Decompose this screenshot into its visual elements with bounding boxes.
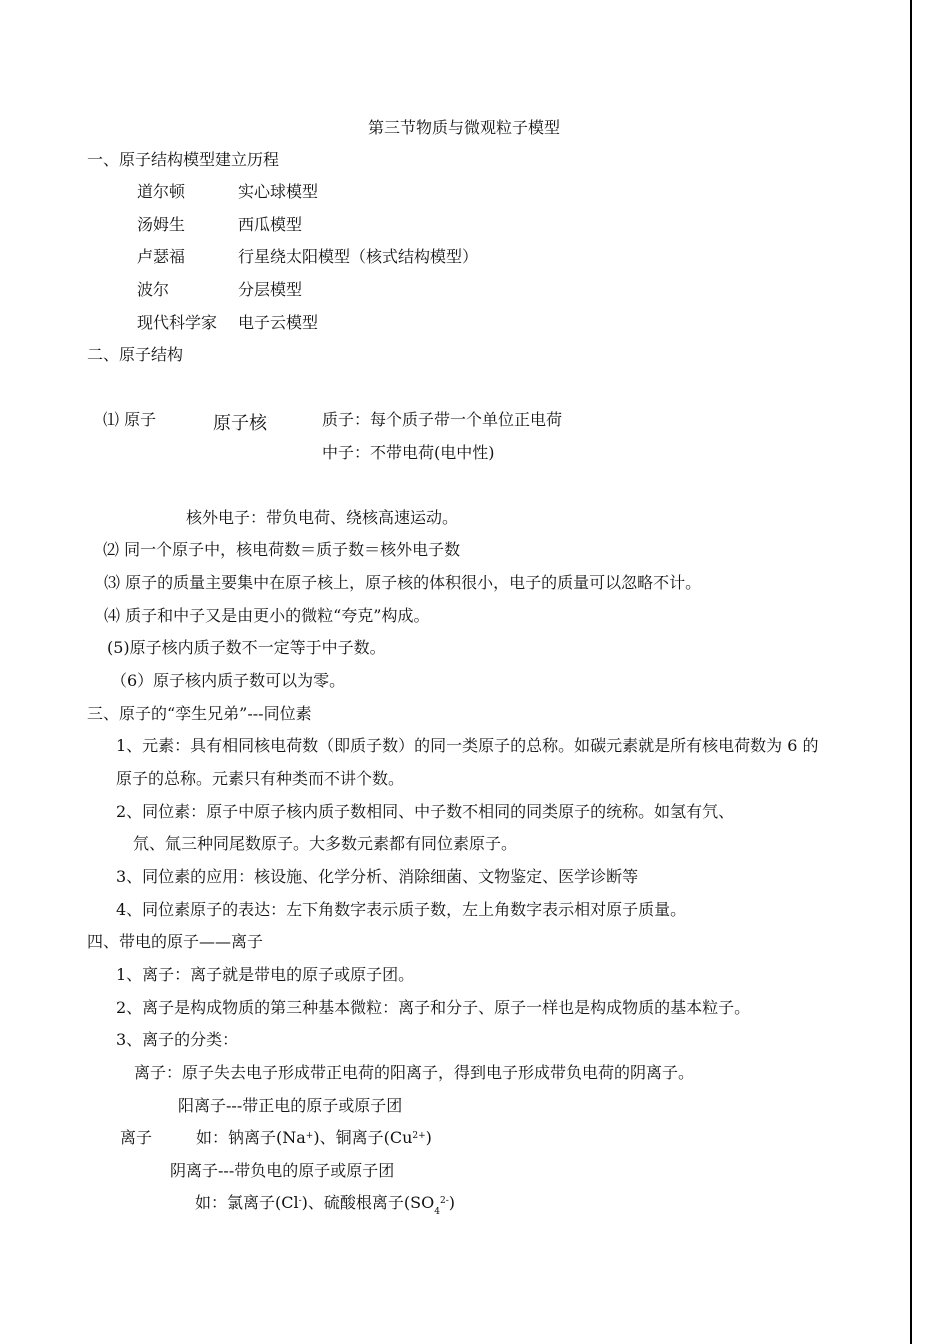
chloride-charge: - xyxy=(298,1196,302,1206)
section1-heading: 一、原子结构模型建立历程 xyxy=(87,150,280,169)
scientist-name: 现代科学家 xyxy=(137,313,218,332)
cation-example-text: 如：钠离子(Na xyxy=(196,1128,306,1147)
model-name: 行星绕太阳模型（核式结构模型） xyxy=(238,247,479,266)
scientist-name: 道尔顿 xyxy=(137,182,186,201)
model-name: 西瓜模型 xyxy=(238,215,303,234)
page-right-border xyxy=(910,0,912,1344)
atom-point: ⑵ 同一个原子中，核电荷数＝质子数＝核外电子数 xyxy=(103,540,461,559)
sulfate-charge: 2- xyxy=(439,1196,449,1206)
atom-label: ⑴ 原子 xyxy=(103,410,157,429)
anion-definition: 阴离子---带负电的原子或原子团 xyxy=(170,1161,395,1180)
scientist-name: 汤姆生 xyxy=(137,215,186,234)
isotope-line: 2、同位素：原子中原子核内质子数相同、中子数不相同的同类原子的统称。如氢有氕、 xyxy=(116,802,735,821)
atom-point: (5)原子核内质子数不一定等于中子数。 xyxy=(107,638,386,657)
atom-point: ⑶ 原子的质量主要集中在原子核上，原子核的体积很小，电子的质量可以忽略不计。 xyxy=(104,573,702,592)
isotope-line: 4、同位素原子的表达：左下角数字表示质子数，左上角数字表示相对原子质量。 xyxy=(116,900,687,919)
anion-example-text: ) xyxy=(448,1193,455,1212)
ion-label: 离子 xyxy=(120,1128,153,1147)
isotope-line: 氘、氚三种同尾数原子。大多数元素都有同位素原子。 xyxy=(133,834,518,853)
electron-description: 核外电子：带负电荷、绕核高速运动。 xyxy=(186,508,459,527)
copper-charge: 2+ xyxy=(412,1131,426,1141)
model-name: 电子云模型 xyxy=(238,313,319,332)
section2-heading: 二、原子结构 xyxy=(87,345,184,364)
ion-line: 2、离子是构成物质的第三种基本微粒：离子和分子、原子一样也是构成物质的基本粒子。 xyxy=(116,998,751,1017)
anion-example xyxy=(195,1193,455,1216)
cation-example-text: )、铜离子(Cu xyxy=(313,1128,413,1147)
cation-example-text: ) xyxy=(425,1128,432,1147)
ion-line: 1、离子：离子就是带电的原子或原子团。 xyxy=(116,965,415,984)
scientist-name: 卢瑟福 xyxy=(137,247,186,266)
scientist-name: 波尔 xyxy=(137,280,170,299)
section4-heading: 四、带电的原子——离子 xyxy=(87,932,264,951)
nucleus-label: 原子核 xyxy=(213,413,267,434)
atom-point: （6）原子核内质子数可以为零。 xyxy=(111,671,346,690)
ion-line: 离子：原子失去电子形成带正电荷的阳离子，得到电子形成带负电荷的阴离子。 xyxy=(134,1063,695,1082)
sulfate-subscript: 4 xyxy=(434,1207,440,1217)
isotope-line: 3、同位素的应用：核设施、化学分析、消除细菌、文物鉴定、医学诊断等 xyxy=(116,867,639,886)
ion-line: 3、离子的分类： xyxy=(116,1030,239,1049)
anion-example-text: 如：氯离子(Cl xyxy=(195,1193,299,1212)
anion-example-text: )、硫酸根离子(SO xyxy=(301,1193,435,1212)
neutron-description: 中子：不带电荷(电中性) xyxy=(322,443,495,462)
isotope-line: 1、元素：具有相同核电荷数（即质子数）的同一类原子的总称。如碳元素就是所有核电荷数为 6 的 xyxy=(116,736,819,755)
cation-example xyxy=(196,1128,432,1151)
proton-description: 质子：每个质子带一个单位正电荷 xyxy=(322,410,563,429)
isotope-line: 原子的总称。元素只有种类而不讲个数。 xyxy=(116,769,405,788)
sodium-charge: + xyxy=(305,1131,314,1141)
atom-point: ⑷ 质子和中子又是由更小的微粒“夸克”构成。 xyxy=(104,606,430,625)
section3-heading: 三、原子的“孪生兄弟”---同位素 xyxy=(87,704,312,723)
model-name: 分层模型 xyxy=(238,280,303,299)
model-name: 实心球模型 xyxy=(238,182,319,201)
cation-definition: 阳离子---带正电的原子或原子团 xyxy=(178,1096,403,1115)
page-title: 第三节物质与微观粒子模型 xyxy=(368,118,561,137)
